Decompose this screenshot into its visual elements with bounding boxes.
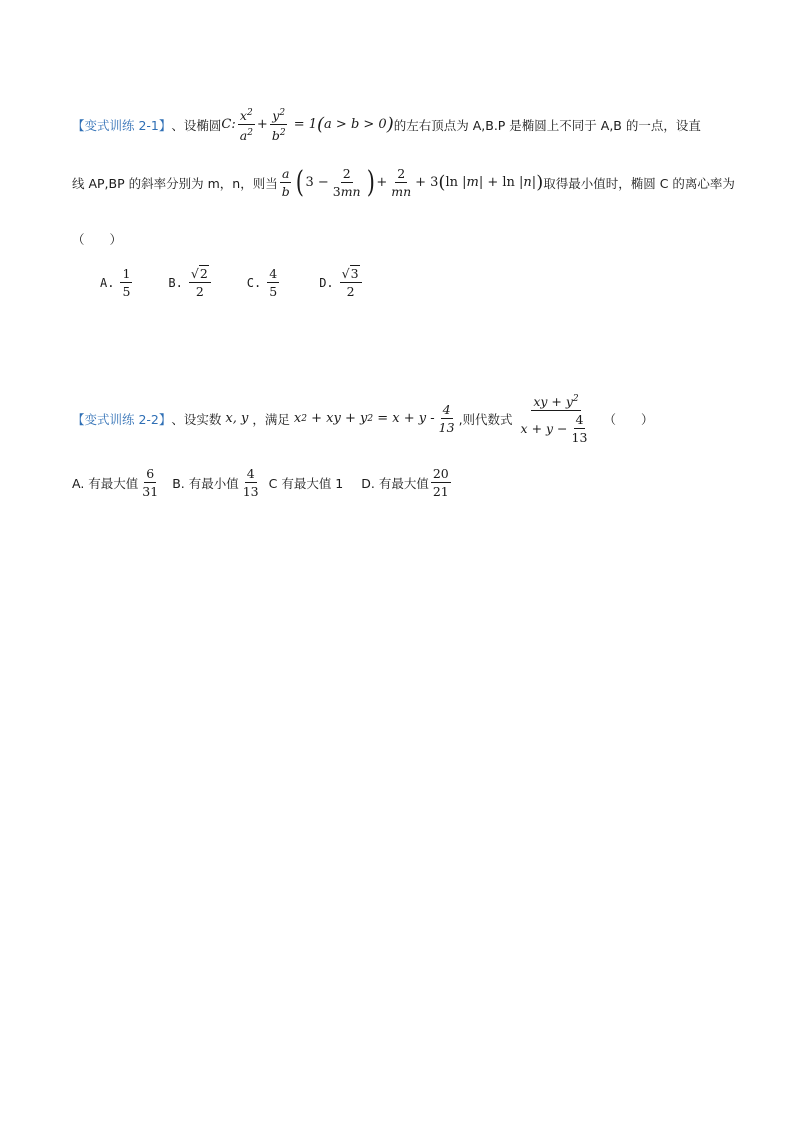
q2-algebraic-expression: xy + $y^2$ x + y − $\frac{4}{13}$ xyxy=(520,394,588,446)
q2-bracket: （ ） xyxy=(603,411,654,427)
q2-option-d[interactable]: D. 有最大值 $\frac{20}{21}$ xyxy=(361,466,449,499)
q1-tag: 【变式训练 2-1】 xyxy=(72,117,172,133)
q1-option-d[interactable]: D. $\frac{√3}{2}$ xyxy=(319,266,363,299)
q1-text2: 的左右顶点为 A,B.P 是椭圆上不同于 A,B 的一点，设直 xyxy=(393,117,701,133)
q1-line3 xyxy=(72,230,122,248)
q2-line1 xyxy=(72,392,653,445)
q1-text3: 线 AP,BP 的斜率分别为 m，n，则当 xyxy=(72,175,278,191)
q1-line1 xyxy=(72,106,701,143)
q2-equation: x 2 + xy + y 2 = x + y - $\frac{4}{13}$ xyxy=(293,402,455,436)
q2-option-a[interactable]: A. 有最大值 $\frac{6}{31}$ xyxy=(72,466,159,499)
q1-expression: $\frac{a}{b}$ ( 3 − $\frac{2}{3mn}$ ) + $\frac{2}{mn}$ + 3 ( ln |m| + ln |n| ) xyxy=(281,164,544,200)
q1-options xyxy=(100,266,364,299)
q1-ellipse-eq: C: $\frac{x^2}{a^2}$ + $\frac{y^2}{b^2}$ = 1 ( a > b > 0 ) xyxy=(221,108,394,144)
q1-bracket: （ ） xyxy=(72,232,123,247)
q1-option-a[interactable]: A. $\frac{1}{5}$ xyxy=(100,266,131,299)
q1-option-c[interactable]: C. $\frac{4}{5}$ xyxy=(246,266,278,299)
q2-vars: x, y xyxy=(225,411,249,427)
q1-option-b[interactable]: B. $\frac{√2}{2}$ xyxy=(168,266,212,299)
q2-options xyxy=(72,466,453,499)
q2-text2: ，满足 xyxy=(252,411,290,427)
q2-option-c[interactable]: C 有最大值 1 xyxy=(268,475,344,491)
q1-text4: 取得最小值时，椭圆 C 的离心率为 xyxy=(543,175,735,191)
q1-line2 xyxy=(72,166,735,199)
q2-option-b[interactable]: B. 有最小值 $\frac{4}{13}$ xyxy=(172,466,259,499)
q1-text1: 、设椭圆 xyxy=(171,117,222,133)
q2-text3: ,则代数式 xyxy=(458,411,513,427)
q2-text1: 、设实数 xyxy=(171,411,222,427)
q2-tag: 【变式训练 2-2】 xyxy=(72,411,172,427)
